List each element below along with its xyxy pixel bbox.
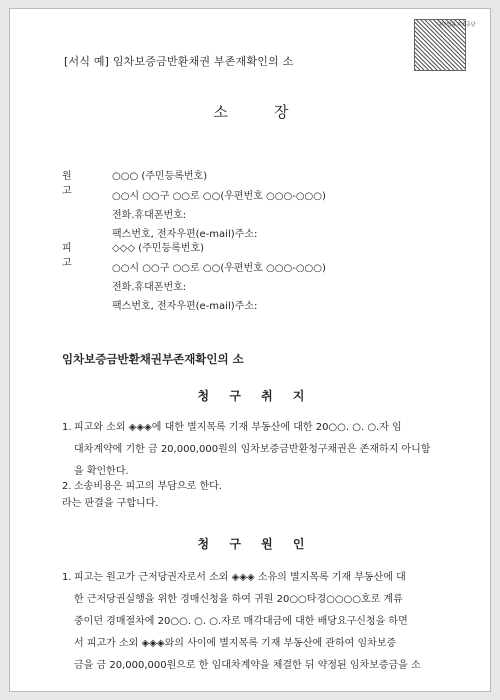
plaintiff-phone: 전화.휴대폰번호:: [112, 210, 187, 221]
cause-line: 피고는 원고가 근저당권자로서 소외 ◈◈◈ 소유의 별지목록 기재 부동산에 대: [74, 572, 406, 583]
cause-heading: 청 구 원 인: [197, 537, 313, 551]
cause-item: [62, 567, 450, 677]
cause-line: 금을 금 20,000,000원으로 한 임대차계약을 체결한 뒤 약정된 임차보증금을 소: [74, 660, 421, 671]
claim-closing: 라는 판결을 구합니다.: [62, 498, 159, 509]
claim-number: 2.: [62, 481, 72, 492]
claim-line: 소송비용은 피고의 부담으로 한다.: [74, 481, 222, 492]
claim-heading: 청 구 취 지: [197, 389, 313, 403]
cause-line: 서 피고가 소외 ◈◈◈와의 사이에 별지목록 기재 부동산에 관하여 임차보증: [74, 638, 397, 649]
claim-line: 피고와 소외 ◈◈◈에 대한 별지목록 기재 부동산에 대한 20○○. ○. ○.자 임: [74, 422, 402, 433]
case-name: 임차보증금반환채권부존재확인의 소: [62, 352, 244, 366]
defendant-address: ○○시 ○○구 ○○로 ○○(우편번호 ○○○-○○○): [112, 263, 326, 274]
document-page: [9, 8, 491, 692]
plaintiff-role: 원고: [62, 171, 88, 197]
defendant-role: 피고: [62, 243, 88, 269]
cause-line: 중이던 경매절차에 20○○. ○. ○.자로 매각대금에 대한 배당요구신청을 하면: [74, 616, 408, 627]
defendant-fax-email: 팩스번호, 전자우편(e-mail)주소:: [112, 301, 258, 312]
defendant-block: [62, 239, 462, 312]
plaintiff-address: ○○시 ○○구 ○○로 ○○(우편번호 ○○○-○○○): [112, 191, 326, 202]
seal-label: 대한법률구조공단: [437, 22, 476, 28]
plaintiff-fax-email: 팩스번호, 전자우편(e-mail)주소:: [112, 229, 258, 240]
plaintiff-block: [62, 167, 462, 240]
document-title: 소장: [213, 103, 335, 121]
claim-number: 1.: [62, 422, 72, 433]
defendant-name: ◇◇◇ (주민등록번호): [112, 243, 205, 254]
claim-item: [62, 417, 450, 483]
claim-line: 을 확인한다.: [74, 466, 129, 477]
plaintiff-name: ○○○ (주민등록번호): [112, 171, 208, 182]
claim-line: 대차계약에 기한 금 20,000,000원의 임차보증금반환청구채권은 존재하지 아니함: [74, 444, 431, 455]
cause-line: 한 근저당권실행을 위한 경매신청을 하여 귀원 20○○타경○○○○호로 계류: [74, 594, 403, 605]
defendant-phone: 전화.휴대폰번호:: [112, 282, 187, 293]
cause-number: 1.: [62, 572, 72, 583]
form-note: [서식 예] 임차보증금반환채권 부존재확인의 소: [64, 55, 294, 68]
